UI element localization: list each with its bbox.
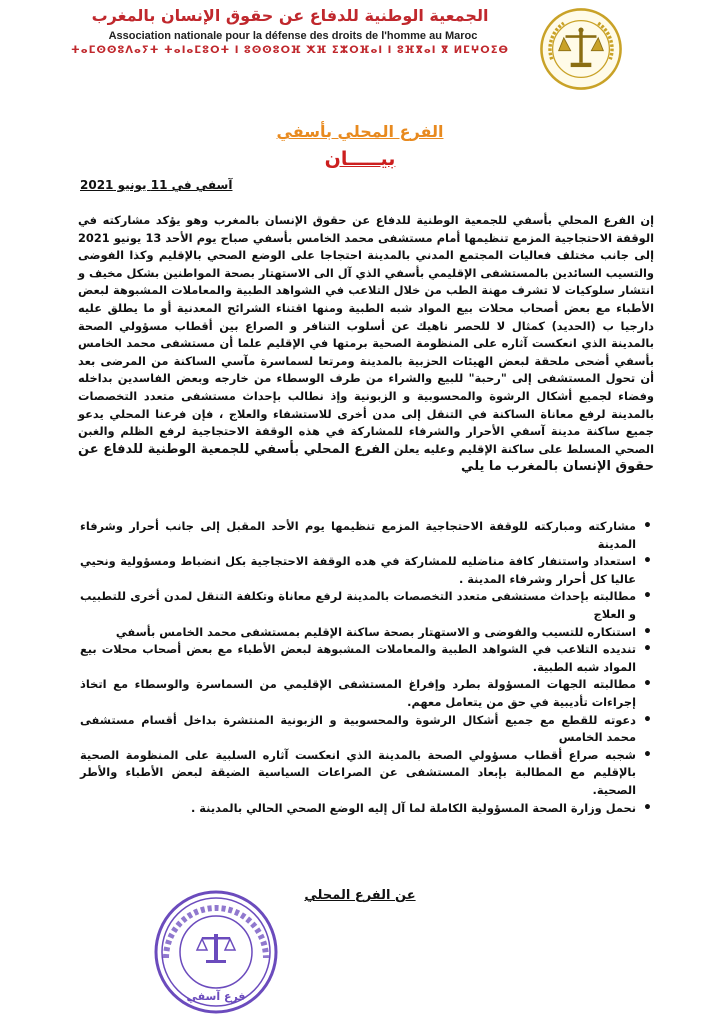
list-item: • مطالبته الجهات المسؤولة بطرد وإفراغ المستشفى الإقليمي من السماسرة والوسطاء مع اتخاذ إجراءات تأديبية في حق من يتعامل معهم. [80,676,636,711]
statement-paragraph-tail: الفرع المحلي بأسفي للجمعية الوطنية للدفاع عن حقوق الإنسان بالمغرب ما يلي [78,441,654,475]
org-name-tamazight: ⵜⴰⵎⵙⵙⵓⴷⴰⵢⵜ ⵜⴰⵏⴰⵎⵓⵔⵜ ⵏ ⵓⵙⵙⵓⵔⴼ ⵅⴼ ⵉⵣⵔⴼⴰⵏ ⵏ ⵓⴼⴳⴰⵏ ⴳ ⵍⵎⵖⵔⵉⴱ [71,45,509,56]
org-name-arabic: الجمعية الوطنية للدفاع عن حقوق الإنسان بالمغرب [91,6,489,25]
list-item: • مطالبته بإحداث مستشفى متعدد التخصصات بالمدينة لرفع معاناة وتكلفة التنقل لمدن أخرى للتطبيب و العلاج [80,588,636,623]
signature-label: عن الفرع المحلي [304,888,416,903]
stamp-text: فرع آسفي [186,990,246,1003]
list-item: • مشاركته ومباركته للوقفة الاحتجاجية المزمع تنظيمها يوم الأحد المقبل إلى جانب أحرار وشرفاء المدينة [80,518,636,553]
date-line: آسفي في 11 يونيو 2021 [80,178,233,192]
list-item: • استعداد واستنفار كافة مناضليه للمشاركة في هده الوقفة الاحتجاجية بكل انضباط ومسؤولية ونحيي عاليا كل أحرار وشرفاء المدينة . [80,553,636,588]
list-item: • استنكاره للتسيب والفوضى و الاستهتار بصحة ساكنة الإقليم بمستشفى محمد الخامس بأسفي [80,624,636,642]
scales-of-justice-icon [538,6,624,92]
list-item: • نحمل وزارة الصحة المسؤولية الكاملة لما آل إليه الوضع الصحي الحالي بالمدينة . [80,800,636,818]
list-item: • دعوته للقطع مع جميع أشكال الرشوة والمحسوبية و الزبونية المنتشرة بداخل أقسام مستشفى محمد الخامس [80,712,636,747]
statement-body [78,212,654,476]
statement-title: بيـــــان [324,148,396,170]
statement-paragraph: إن الفرع المحلي بأسفي للجمعية الوطنية للدفاع عن حقوق الإنسان بالمغرب وهو يؤكد مشاركته في الوقفة الاحتجاجية المزمع تنظيمها أمام مستشفى محمد الخامس بأسفي صباح يوم الأحد 13 يونيو 2021 إلى جانب مختلف فعاليات المجتمع المدني بالمدينة احتجاجا على الوضع الصحي بالإقليم وكذا الفوضى والتسيب السائدين بالمستشفى الإقليمي بأسفي الذي آل الى الاستهتار بصحة المواطنين بشكل مخيف و انتشار سلوكيات لا تشرف مهنة الطب من خلال التلاعب في الشواهد الطبية والمعاملات المشبوهة لبعض الأطباء مع بعض أصحاب محلات بيع المواد شبه الطبية ومنها اقتناء الشرائح المعدنية أو ما يطلق عليه دارجيا ب (الحديد) كمثال لا للحصر ناهيك عن أسلوب التنافر و الصراع بين أقطاب مسؤولي الصحة بالمدينة الذي انعكست آثاره على المنظومة الصحية برمتها في الإقليم علما أن مستشفى محمد الخامس بأسفي أضحى ملحقة لبعض الهيئات الحزبية بالمدينة ومرتعا لسماسرة مآسي الساكنة من المرضى بعد أن تحول المستشفى إلى "رحبة" للبيع والشراء من طرف الوسطاء من خارجه وبعض الفاسدين بداخله وفضاء لجميع أشكال الرشوة والمحسوبية و الزبونية وإذ نطالب بإحداث مستشفى متعدد التخصصات بالمدينة لرفع معاناة الساكنة في التنقل إلى مدن أخرى للاستشفاء والعلاج ، فإن فرعنا المحلي يدعو جميع ساكنة مدينة آسفي الأحرار والشرفاء للمشاركة في هذه الوقفة الاحتجاجية لرفع الظلم والغبن الصحي المسلط على ساكنة الإقليم وعليه يعلن [78,213,654,456]
list-item: • تنديده التلاعب في الشواهد الطبية والمعاملات المشبوهة لبعض الأطباء مع بعض أصحاب محلات بيع المواد شبه الطبية. [80,641,636,676]
demands-list [80,518,654,817]
branch-title: الفرع المحلي بأسفي [276,122,444,141]
org-name-french: Association nationale pour la défense des droits de l'homme au Maroc [108,30,478,42]
list-item: • شجبه صراع أقطاب مسؤولي الصحة بالمدينة الذي انعكست آثاره السلبية على المنظومة الصحية بالإقليم مع المطالبة بإبعاد المستشفى عن الصراعات السياسية الضيقة لبعض الأطباء والأطر الصحية. [80,747,636,800]
letterhead [0,0,720,100]
association-stamp-icon [152,888,280,1016]
